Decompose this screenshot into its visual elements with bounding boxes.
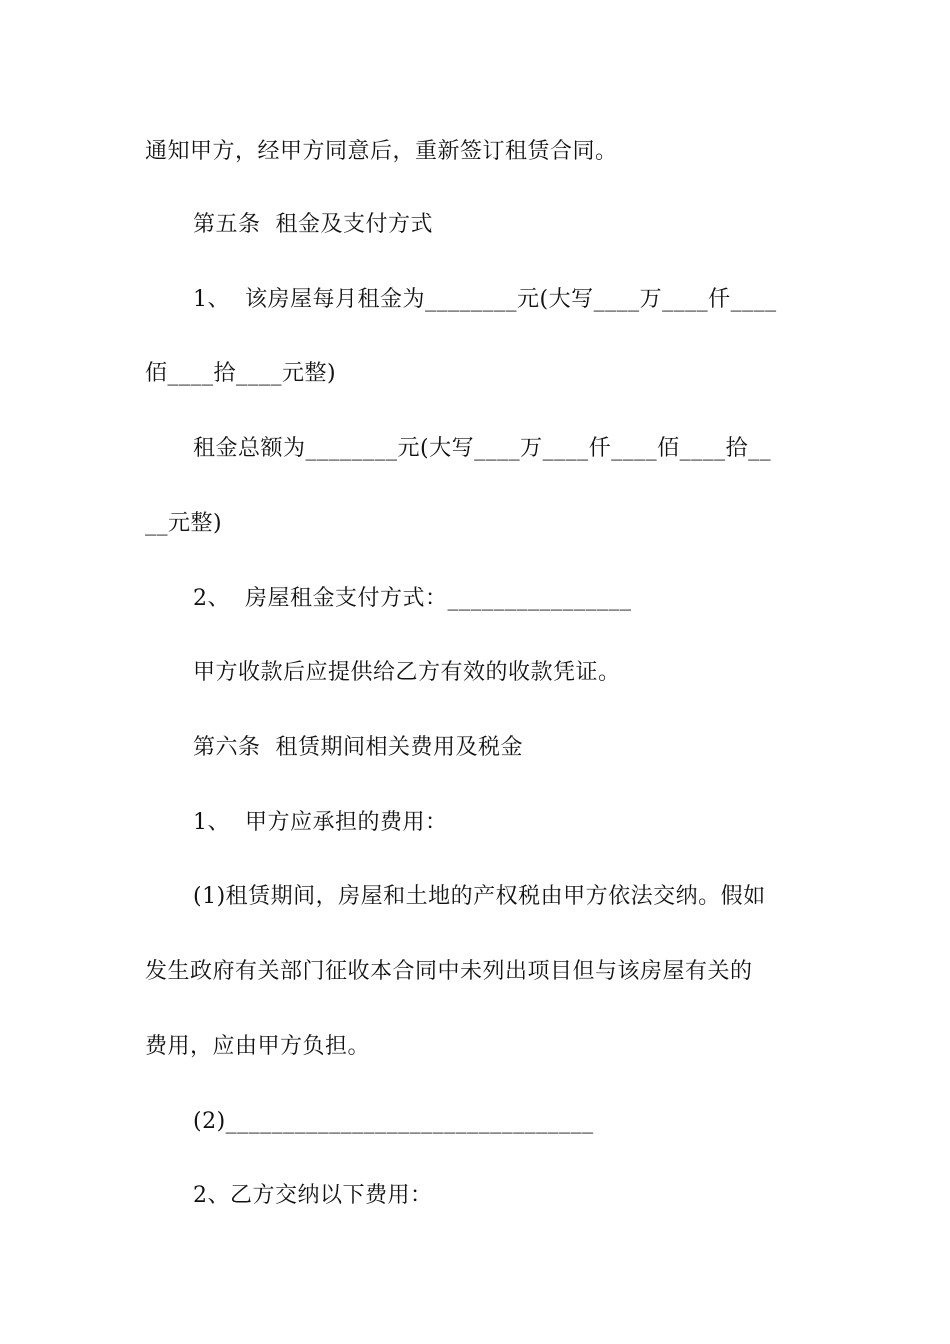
- party-b-fees-heading: 2、乙方交纳以下费用：: [193, 1183, 433, 1208]
- payment-method-line: 2、 房屋租金支付方式：________________: [193, 586, 632, 611]
- paragraph-continuation: 通知甲方，经甲方同意后，重新签订租赁合同。: [145, 139, 618, 164]
- receipt-line: 甲方收款后应提供给乙方有效的收款凭证。: [193, 660, 621, 685]
- article-6-heading: 第六条 租赁期间相关费用及税金: [193, 735, 523, 760]
- rent-monthly-line-2: 佰____拾____元整): [145, 361, 337, 386]
- clause-1-line-2: 发生政府有关部门征收本合同中未列出项目但与该房屋有关的: [145, 959, 753, 984]
- rent-total-line-2: __元整): [145, 511, 223, 536]
- rent-total-line-1: 租金总额为________元(大写____万____仟____佰____拾__: [193, 436, 772, 461]
- rent-monthly-line-1: 1、 该房屋每月租金为________元(大写____万____仟____: [193, 287, 777, 312]
- party-a-fees-heading: 1、 甲方应承担的费用：: [193, 810, 448, 835]
- clause-2-blank: (2)________________________________: [193, 1109, 594, 1134]
- clause-1-line-3: 费用，应由甲方负担。: [145, 1034, 371, 1059]
- clause-1-line-1: (1)租赁期间，房屋和土地的产权税由甲方依法交纳。假如: [193, 884, 766, 909]
- article-5-heading: 第五条 租金及支付方式: [193, 212, 433, 237]
